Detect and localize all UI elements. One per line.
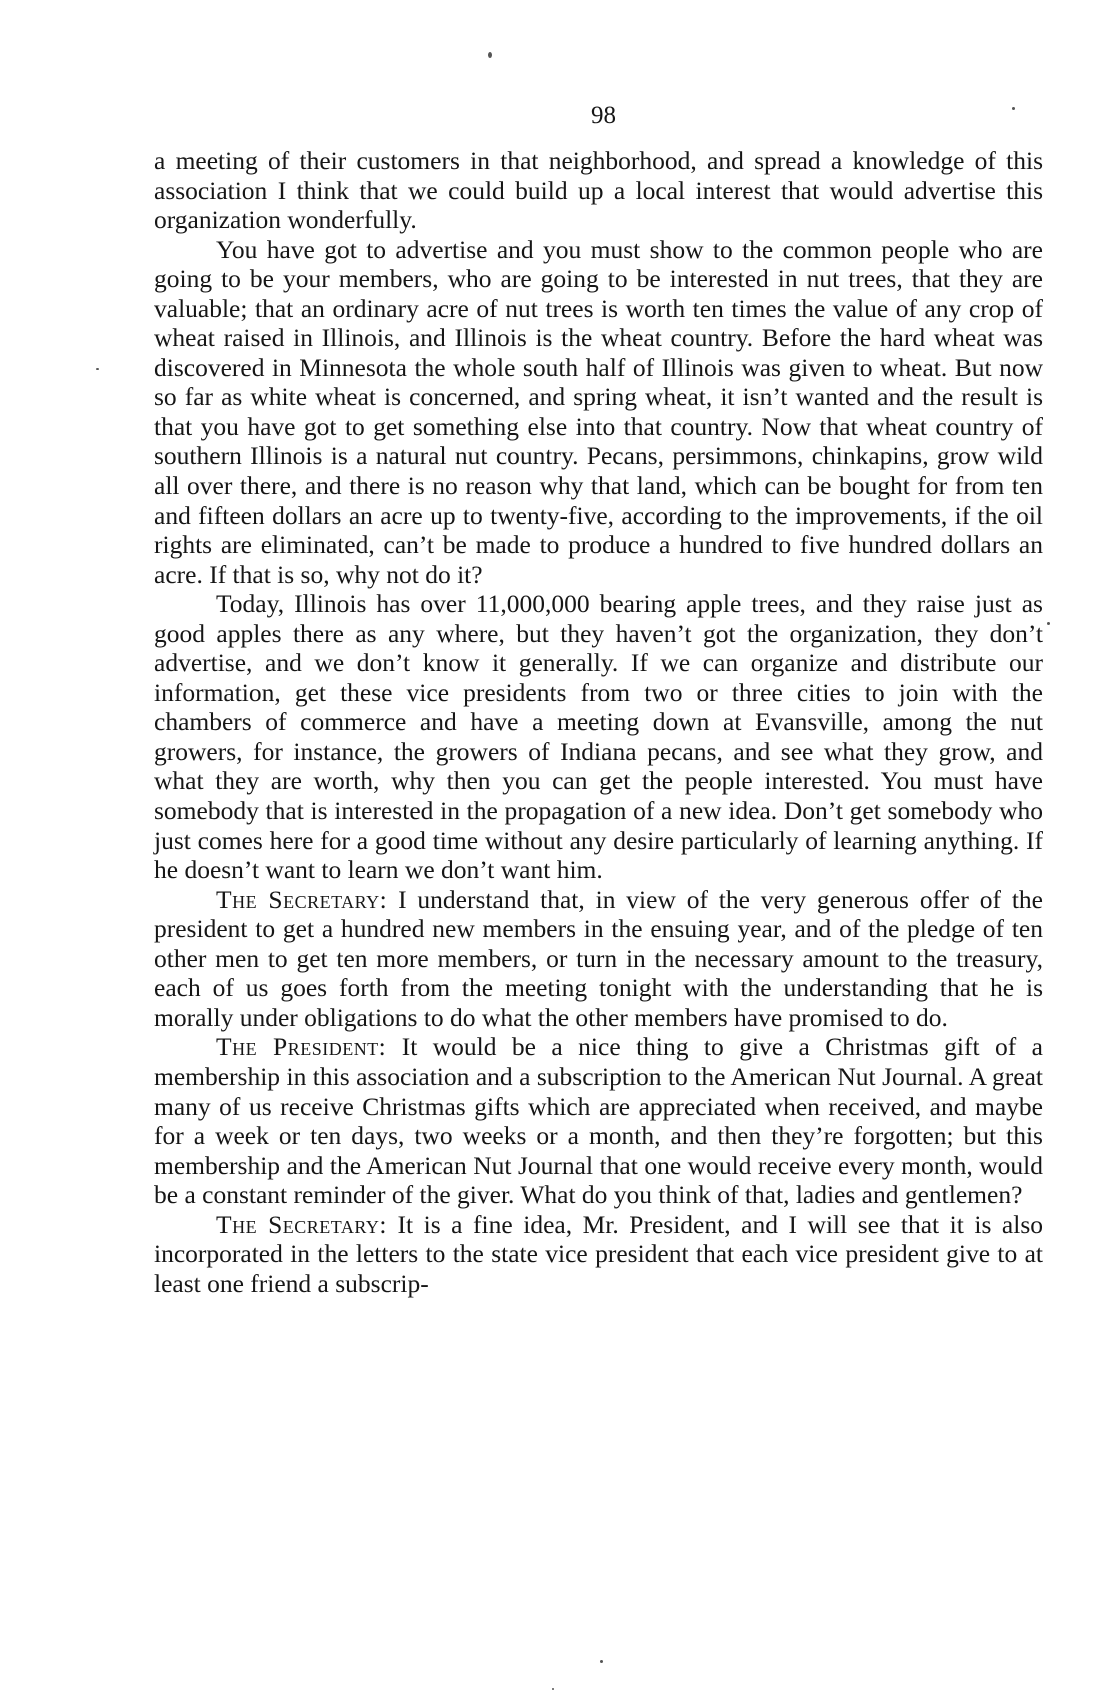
scan-speck bbox=[1047, 622, 1050, 625]
paragraph-4 bbox=[154, 885, 1043, 1033]
paragraph-text: Today, Illinois has over 11,000,000 bearing apple trees, and they raise just as good apples there as any where, but they haven’t got the organization, they don’t advertise, and we don’t know it generally. If we can organize and distribute our information, get these vice presidents from two or three cities to join with the chambers of commerce and have a meeting down at Evansville, among the nut growers, for instance, the growers of Indiana pecans, and see what they grow, and what they are worth, why then you can get the people interested. You must have somebody that is interested in the propagation of a new idea. Don’t get somebody who just comes here for a good time without any desire particularly of learning anything. If he doesn’t want to learn we don’t want him. bbox=[154, 589, 1043, 885]
scan-speck bbox=[600, 1660, 603, 1663]
paragraph-1 bbox=[154, 146, 1043, 235]
paragraph-3 bbox=[154, 589, 1043, 884]
paragraph-text: It would be a nice thing to give a Christmas gift of a membership in this association and a subscription to the American Nut Journal. A great many of us receive Christmas gifts which are appreciated when received, and maybe for a week or ten days, two weeks or a month, and then they’re forgotten; but this membership and the American Nut Journal that one would receive every month, would be a constant reminder of the giver. What do you think of that, ladies and gentlemen? bbox=[154, 1032, 1043, 1210]
speaker-label: The President: bbox=[216, 1032, 387, 1062]
page-number: 98 bbox=[591, 102, 616, 129]
paragraph-2 bbox=[154, 235, 1043, 590]
speaker-label: The Secretary: bbox=[216, 884, 388, 914]
paragraph-text: I understand that, in view of the very generous offer of the president to get a hundred new members in the ensuing year, and of the pledge of ten other men to get ten more members, or turn in the necessary amount to the treasury, each of us goes forth from the meeting tonight with the understanding that he is morally under obligations to do what the other members have promised to do. bbox=[154, 884, 1043, 1032]
paragraph-text: a meeting of their customers in that neighborhood, and spread a knowledge of this association I think that we could build up a local interest that would advertise this organization wonderfully. bbox=[154, 146, 1043, 235]
scan-speck bbox=[1012, 107, 1015, 110]
paragraph-6 bbox=[154, 1210, 1043, 1299]
paragraph-text: It is a fine idea, Mr. President, and I will see that it is also incorporated in the letters to the state vice president that each vice president give to at least one friend a subscrip- bbox=[154, 1209, 1043, 1298]
document-page bbox=[154, 100, 1043, 1298]
scan-speck bbox=[96, 368, 99, 370]
paragraph-5 bbox=[154, 1032, 1043, 1209]
scan-speck bbox=[488, 52, 492, 58]
scan-speck bbox=[552, 1688, 554, 1690]
speaker-label: The Secretary: bbox=[216, 1209, 387, 1239]
paragraph-text: You have got to advertise and you must show to the common people who are going to be your members, who are going to be interested in nut trees, that they are valuable; that an ordinary acre of nut trees is worth ten times the value of any crop of wheat raised in Illinois, and Illinois is the wheat country. Before the hard wheat was discovered in Minnesota the whole south half of Illinois was given to wheat. But now so far as white wheat is concerned, and spring wheat, it isn’t wanted and the result is that you have got to get something else into that country. Now that wheat country of southern Illinois is a natural nut country. Pecans, persimmons, chinkapins, grow wild all over there, and there is no reason why that land, which can be bought for from ten and fifteen dollars an acre up to twenty-five, according to the improvements, if the oil rights are eliminated, can’t be made to produce a hundred to five hundred dollars an acre. If that is so, why not do it? bbox=[154, 234, 1043, 589]
